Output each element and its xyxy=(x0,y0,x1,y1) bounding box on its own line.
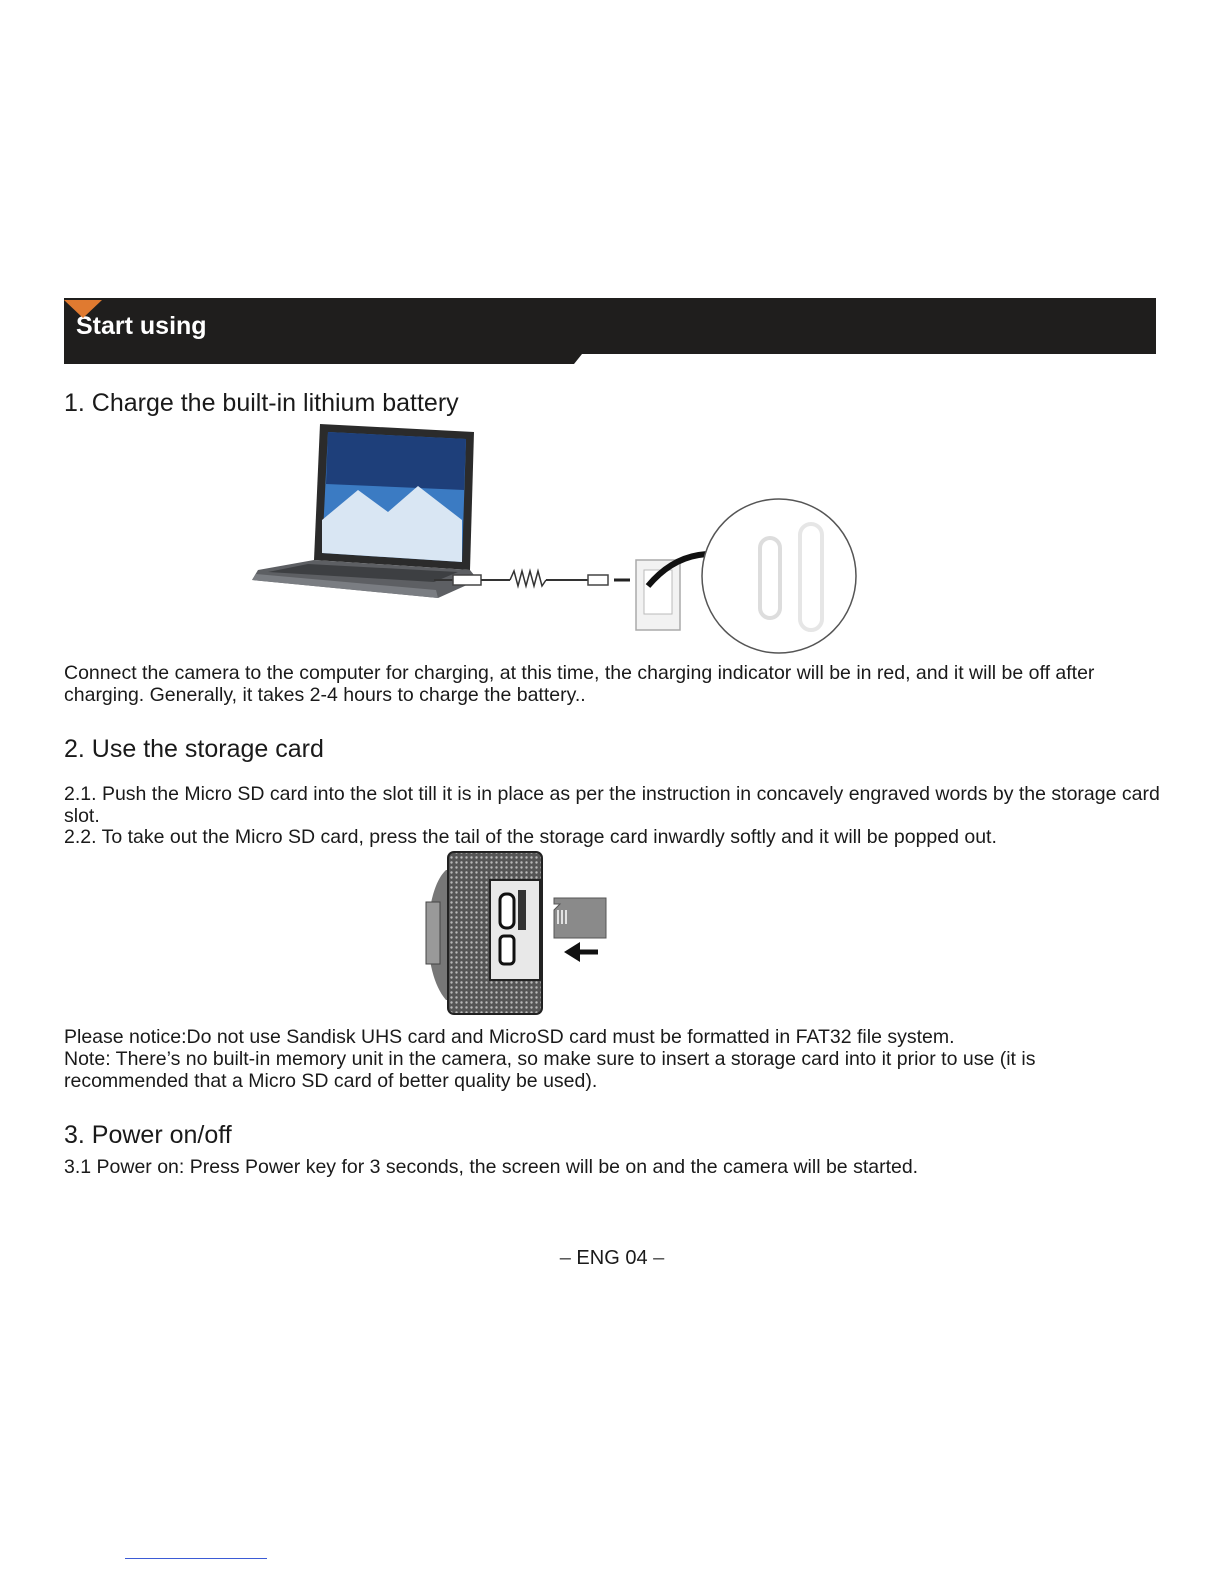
section2-step2: 2.2. To take out the Micro SD card, press the tail of the storage card inwardly softly and it will be popped out. xyxy=(64,826,997,848)
section2-notice: Please notice:Do not use Sandisk UHS card and MicroSD card must be formatted in FAT32 file system. xyxy=(64,1026,955,1048)
section1-heading: 1. Charge the built-in lithium battery xyxy=(64,389,459,417)
laptop-charging-illustration xyxy=(248,420,860,655)
section2-heading: 2. Use the storage card xyxy=(64,735,324,763)
banner-title: Start using xyxy=(76,312,207,340)
page-footer xyxy=(0,1247,1224,1270)
footer-dash-right: – xyxy=(653,1247,665,1269)
section2-note: Note: There’s no built-in memory unit in the camera, so make sure to insert a storage card into it prior to use (it is recommended that a Micro SD card of better quality be used). xyxy=(64,1048,1036,1092)
page-number: ENG 04 xyxy=(576,1247,648,1269)
banner-bar xyxy=(64,298,1156,364)
footer-dash-left: – xyxy=(559,1247,571,1269)
section3-step1: 3.1 Power on: Press Power key for 3 seconds, the screen will be on and the camera will be started. xyxy=(64,1156,919,1178)
section-banner xyxy=(64,298,1156,364)
section3-heading: 3. Power on/off xyxy=(64,1121,232,1149)
sd-card-insert-illustration xyxy=(414,850,614,1016)
section2-step1: 2.1. Push the Micro SD card into the slot till it is in place as per the instruction in concavely engraved words by the storage card slot. xyxy=(64,783,1160,827)
bottom-divider xyxy=(125,1558,267,1559)
section1-paragraph: Connect the camera to the computer for charging, at this time, the charging indicator will be in red, and it will be off after charging. Generally, it takes 2-4 hours to charge the battery.. xyxy=(64,662,1095,706)
triangle-down-icon xyxy=(64,298,104,320)
